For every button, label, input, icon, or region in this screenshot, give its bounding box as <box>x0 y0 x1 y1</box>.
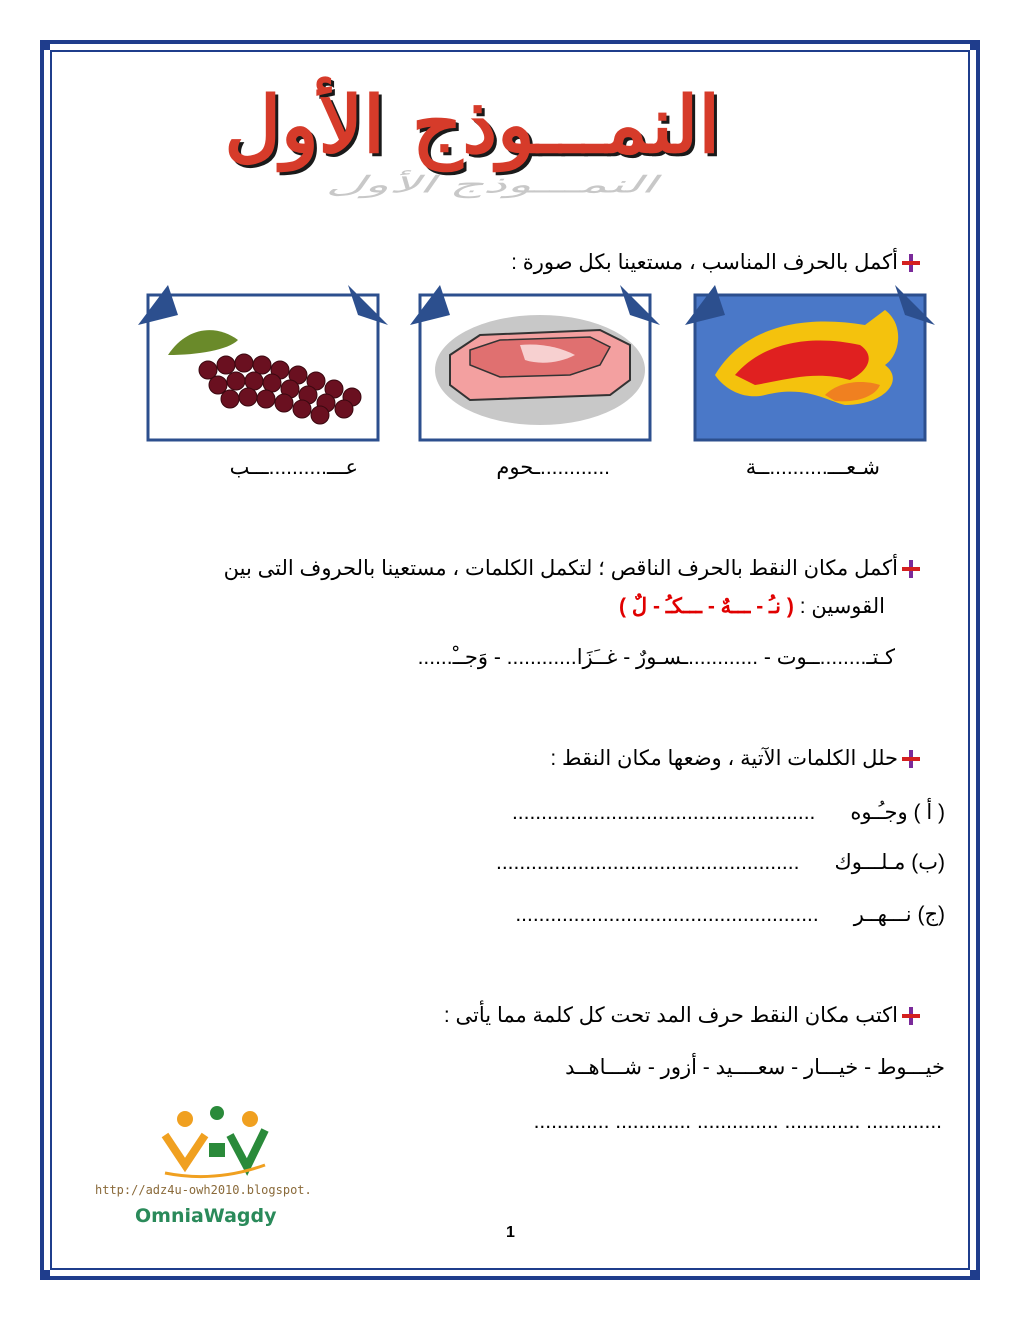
analysis-item-c: (ج) نـــهــر .................................................... <box>515 903 945 926</box>
caption-meat: ............ـحوم <box>496 456 610 479</box>
section2-instruction-cont: القوسين : ( نـُ - ـــهٌ - ـــكـُ - لٌ ) <box>619 595 885 618</box>
caption-banner: شـعـــ..........ــة <box>745 456 880 479</box>
logo-figures-icon <box>155 1105 275 1180</box>
page-title: النمـــوذج الأول <box>224 80 720 171</box>
bullet-icon <box>902 750 920 768</box>
analysis-item-b: (ب) مـلـــوك .................................................... <box>496 851 945 874</box>
bullet-icon <box>902 254 920 272</box>
section4-instruction: اكتب مكان النقط حرف المد تحت كل كلمة مما يأتى : <box>444 1003 920 1028</box>
picture-banner <box>685 285 935 445</box>
bullet-icon <box>902 1007 920 1025</box>
section3-instruction: حلل الكلمات الآتية ، وضعها مكان النقط : <box>550 746 920 771</box>
corner-ornament <box>970 1270 980 1280</box>
section2-instruction: أكمل مكان النقط بالحرف الناقص ؛ لتكمل الكلمات ، مستعينا بالحروف التى بين <box>224 556 920 581</box>
picture-grapes <box>138 285 388 445</box>
page-number: 1 <box>506 1224 515 1241</box>
letters-hint: ( نـُ - ـــهٌ - ـــكـُ - لٌ ) <box>619 595 794 618</box>
section4-words: خيـــوط - خيـــار - سعــــيد - أزور - شـــاهــد <box>565 1056 945 1079</box>
analysis-item-a: ( أ ) وجـُـوه .................................................... <box>511 801 945 824</box>
logo-name: OmniaWagdy <box>135 1205 277 1227</box>
bullet-icon <box>902 560 920 578</box>
section2-words: كـتـ........ــوت - ............ـسـورٌ - غــَزَا............ - وَجــْ...... <box>417 646 895 669</box>
title-reflection: النمـــوذج الأول <box>321 171 670 199</box>
banner-icon <box>685 285 935 445</box>
section1-instruction: أكمل بالحرف المناسب ، مستعينا بكل صورة : <box>511 250 920 275</box>
grapes-icon <box>138 285 388 445</box>
corner-ornament <box>40 1270 50 1280</box>
corner-ornament <box>970 40 980 50</box>
section4-blanks: ............. ............. .............. ............. ............. <box>533 1110 942 1133</box>
meat-icon <box>410 285 660 445</box>
corner-ornament <box>40 40 50 50</box>
logo-url: http://adz4u-owh2010.blogspot. <box>95 1183 312 1197</box>
caption-grapes: عـــ..........ـــب <box>229 456 358 479</box>
author-logo <box>95 1105 335 1235</box>
title-block <box>224 60 720 210</box>
picture-meat <box>410 285 660 445</box>
